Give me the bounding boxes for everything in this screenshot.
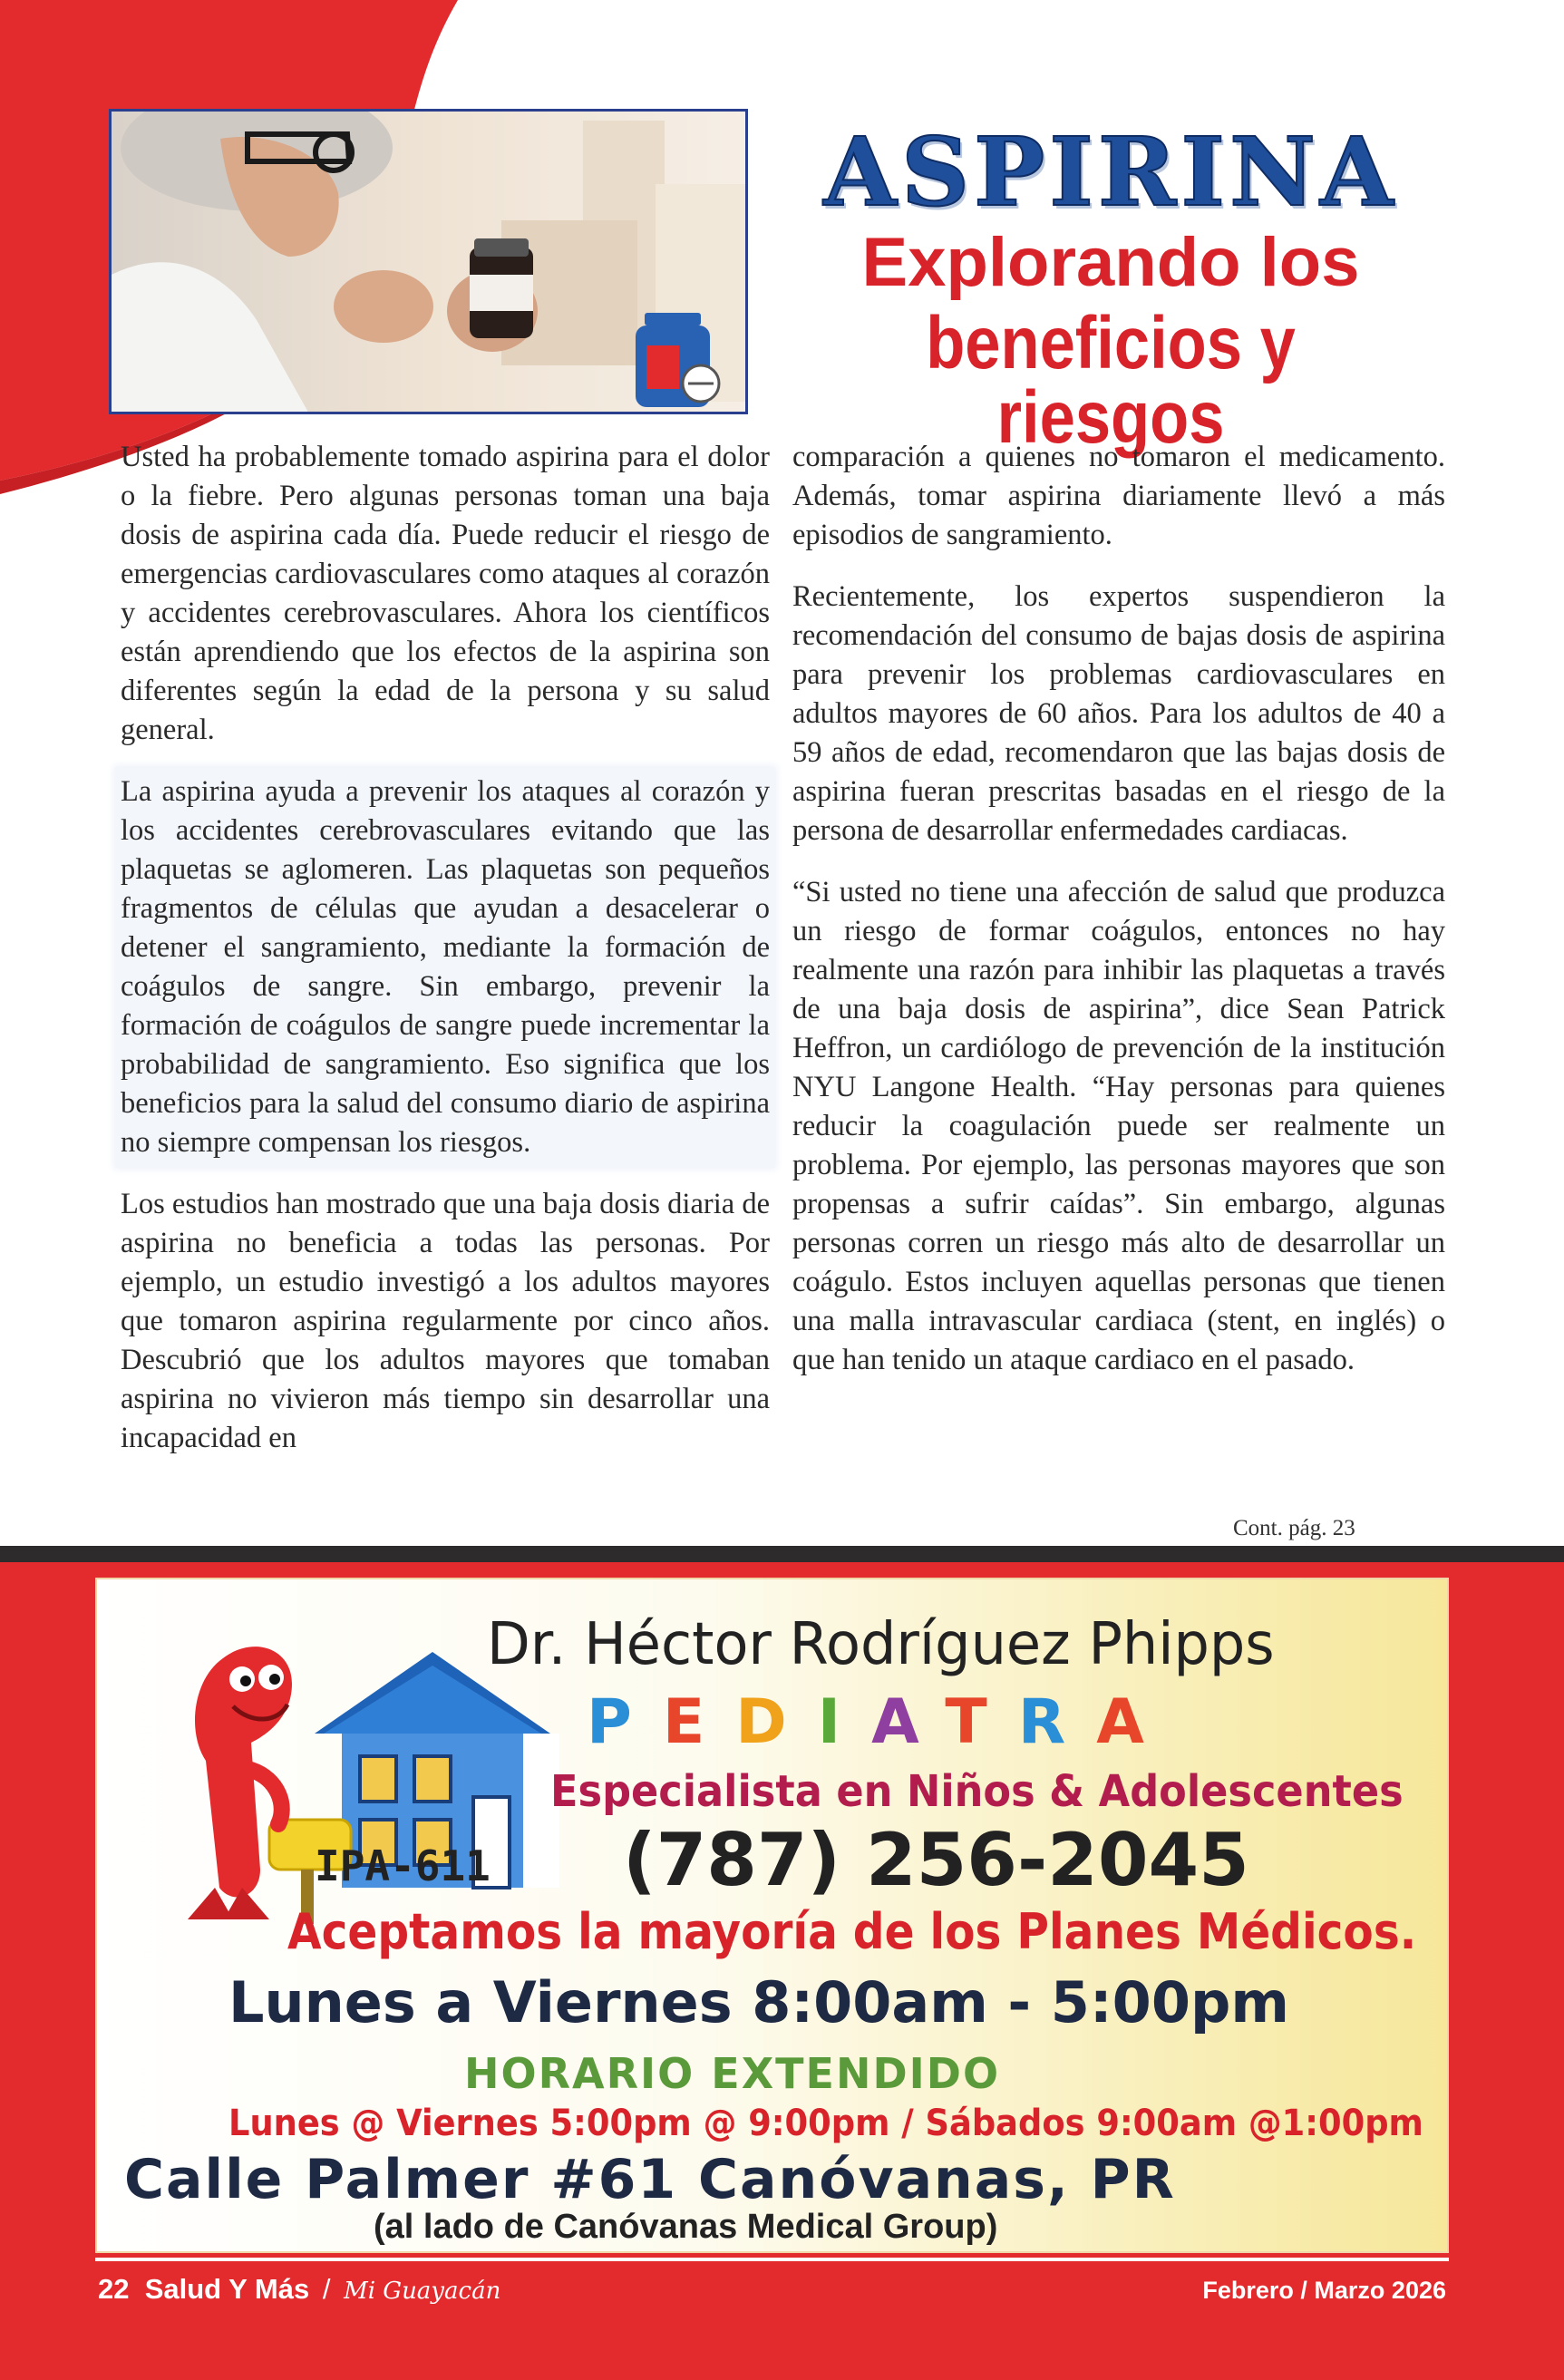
ad-specialty-letter: A <box>871 1686 946 1758</box>
article-paragraph: Recientemente, los expertos suspendieron la recomendación del consumo de bajas dosis de aspirina para prevenir los problemas cardiovasculares en adultos mayores de 60 años. Para los adultos de 40 a 59 años de edad, recomendaron que las bajas dosis de aspirina fueran prescritas basadas en el riesgo de la persona de desarrollar enfermedades cardiacas. <box>792 580 1445 847</box>
hero-photo-woman-with-pill-bottle <box>109 109 748 414</box>
ad-weekday-hours: Lunes a Viernes 8:00am - 5:00pm <box>228 1969 1289 2035</box>
article-title: ASPIRINA <box>823 116 1398 228</box>
article-subtitle-line1: Explorando los <box>861 224 1360 301</box>
ad-specialty-letter: D <box>735 1686 818 1758</box>
ad-address-note: (al lado de Canóvanas Medical Group) <box>374 2208 998 2246</box>
footer-separator: / <box>322 2273 331 2305</box>
ad-ipa-code: IPA-611 <box>315 1841 491 1890</box>
article-subtitle-line2: beneficios y riesgos <box>926 302 1296 459</box>
ad-plans-accepted: Aceptamos la mayoría de los Planes Médicos. <box>287 1903 1417 1960</box>
ad-doctor-name: Dr. Héctor Rodríguez Phipps <box>487 1611 1275 1678</box>
ad-specialist-line: Especialista en Niños & Adolescentes <box>550 1766 1404 1817</box>
continued-on-page-note: Cont. pág. 23 <box>1233 1516 1355 1540</box>
ad-address: Calle Palmer #61 Canóvanas, PR <box>124 2148 1176 2211</box>
brand-logo-text: Mi Guayacán <box>344 2278 501 2305</box>
ad-specialty-word <box>587 1686 1175 1758</box>
ad-phone-number: (787) 256-2045 <box>623 1818 1249 1902</box>
ad-specialty-letter: I <box>817 1686 872 1758</box>
footer-rule <box>95 2258 1449 2261</box>
footer-magazine-info <box>98 2273 500 2306</box>
section-divider <box>0 1546 1564 1562</box>
article-paragraph: Los estudios han mostrado que una baja dosis diaria de aspirina no beneficia a todas las personas. Por ejemplo, un estudio investigó a los adultos mayores que tomaron aspirina regularmente por cinco años. Descubrió que los adultos mayores que tomaban aspirina no vivieron más tiempo sin desarrollar una incapacidad en <box>121 1188 770 1454</box>
article-left-column <box>121 438 770 1481</box>
article-paragraph: “Si usted no tiene una afección de salud que produzca un riesgo de formar coágulos, entonces no hay realmente una razón para inhibir las plaquetas a través de una baja dosis de aspirina”, dice Sean Patrick Heffron, un cardiólogo de prevención de la institución NYU Langone Health. “Hay personas para quienes reducir la coagulación puede ser realmente un problema. Por ejemplo, las personas mayores que son propensas a sufrir caídas”. Sin embargo, algunas personas corren un riesgo más alto de desarrollar un coágulo. Estos incluyen aquellas personas que tienen una malla intravascular cardiaca (stent, en inglés) o que han tenido un ataque cardiaco en el pasado. <box>792 876 1445 1376</box>
issue-date: Febrero / Marzo 2026 <box>1202 2277 1446 2304</box>
article-right-column <box>792 438 1445 1403</box>
article-paragraph: comparación a quienes no tomaron el medicamento. Además, tomar aspirina diariamente llevó a más episodios de sangramiento. <box>792 441 1445 551</box>
ad-extended-hours: Lunes @ Viernes 5:00pm @ 9:00pm / Sábados 9:00am @1:00pm <box>228 2103 1423 2144</box>
pediatrician-advertisement <box>95 1578 1449 2253</box>
magazine-name: Salud Y Más <box>144 2273 310 2305</box>
page-number: 22 <box>98 2273 130 2305</box>
article-paragraph: Usted ha probablemente tomado aspirina para el dolor o la fiebre. Pero algunas personas toman una baja dosis de aspirina cada día. Puede reducir el riesgo de emergencias cardiovasculares como ataques al corazón y accidentes cerebrovasculares. Ahora los científicos están aprendiendo que los efectos de la aspirina son diferentes según la edad de la persona y su salud general. <box>121 441 770 746</box>
ad-specialty-letter: R <box>1017 1686 1097 1758</box>
ad-extended-hours-title: HORARIO EXTENDIDO <box>464 2049 1001 2098</box>
ad-specialty-letter: T <box>945 1686 1018 1758</box>
ad-specialty-letter: P <box>587 1686 663 1758</box>
article-paragraph-highlighted: La aspirina ayuda a prevenir los ataques al corazón y los accidentes cerebrovasculares evitando que las plaquetas se aglomeren. Las plaquetas son pequeños fragmentos de células que ayudan a desacelerar o detener el sangramiento, mediante la formación de coágulos de sangre. Sin embargo, prevenir la formación de coágulos de sangre puede incrementar la probabilidad de sangramiento. Eso significa que los beneficios para la salud del consumo diario de aspirina no siempre compensan los riesgos. <box>121 772 770 1162</box>
ad-specialty-letter: A <box>1096 1686 1175 1758</box>
ad-specialty-letter: E <box>662 1686 736 1758</box>
hero-illustration <box>112 112 748 414</box>
